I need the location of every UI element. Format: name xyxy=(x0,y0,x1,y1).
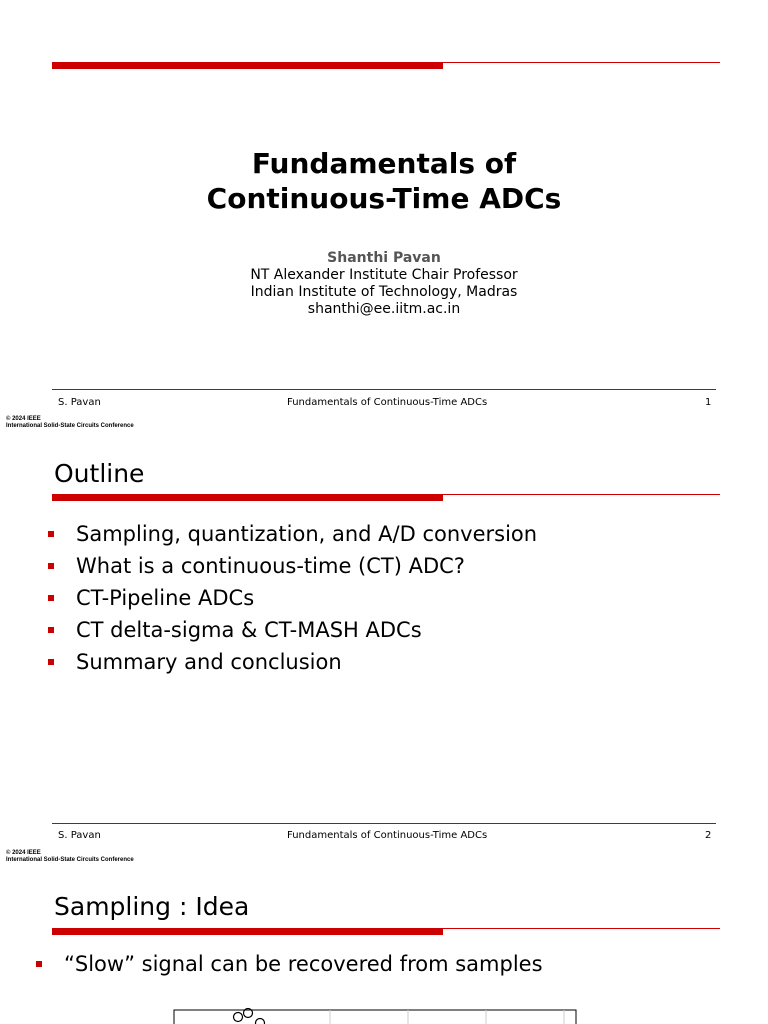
footer-author: S. Pavan xyxy=(58,830,101,841)
title-bar-thin xyxy=(443,928,720,929)
bullet-square-icon xyxy=(48,531,54,537)
copyright-line1: © 2024 IEEE xyxy=(6,850,41,856)
sample-point xyxy=(256,1019,265,1024)
slide-title-line1: Fundamentals of xyxy=(251,147,517,180)
list-item: CT-Pipeline ADCs xyxy=(48,583,537,615)
title-bar-thick xyxy=(52,928,443,935)
list-item: Sampling, quantization, and A/D conversion xyxy=(48,519,537,551)
footer-title: Fundamentals of Continuous-Time ADCs xyxy=(287,397,488,408)
list-item: Summary and conclusion xyxy=(48,647,537,679)
copyright-line2: International Solid-State Circuits Conference xyxy=(6,423,134,429)
bullet-square-icon xyxy=(48,659,54,665)
author-email: shanthi@ee.iitm.ac.in xyxy=(307,301,461,317)
list-item: CT delta-sigma & CT-MASH ADCs xyxy=(48,615,537,647)
bullet-square-icon xyxy=(48,595,54,601)
author-position: NT Alexander Institute Chair Professor xyxy=(250,267,518,283)
author-name: Shanthi Pavan xyxy=(327,250,441,266)
bullet-list xyxy=(36,949,543,981)
footer-rule xyxy=(52,823,716,824)
copyright-line2: International Solid-State Circuits Conference xyxy=(6,857,134,863)
slide-title: Outline xyxy=(54,459,145,488)
sample-plot-svg xyxy=(170,1000,580,1024)
slide-title: Sampling : Idea xyxy=(54,892,250,921)
footer-rule xyxy=(52,389,716,390)
bullet-square-icon xyxy=(48,563,54,569)
page-number: 2 xyxy=(705,830,712,841)
footer-title: Fundamentals of Continuous-Time ADCs xyxy=(287,830,488,841)
header-bar-thick xyxy=(52,62,443,69)
author-institution: Indian Institute of Technology, Madras xyxy=(250,284,518,300)
header-bar-thin xyxy=(443,62,720,63)
bullet-square-icon xyxy=(48,627,54,633)
footer-author: S. Pavan xyxy=(58,397,101,408)
plot-frame xyxy=(174,1010,576,1024)
sample-plot xyxy=(170,1000,580,1024)
title-bar-thick xyxy=(52,494,443,501)
slide-title-line2: Continuous-Time ADCs xyxy=(206,182,562,215)
page-number: 1 xyxy=(705,397,712,408)
bullet-list xyxy=(48,519,537,679)
list-item: “Slow” signal can be recovered from samples xyxy=(36,949,543,981)
title-bar-thin xyxy=(443,494,720,495)
sample-point xyxy=(234,1013,243,1022)
list-item: What is a continuous-time (CT) ADC? xyxy=(48,551,537,583)
bullet-square-icon xyxy=(36,961,42,967)
copyright-line1: © 2024 IEEE xyxy=(6,416,41,422)
